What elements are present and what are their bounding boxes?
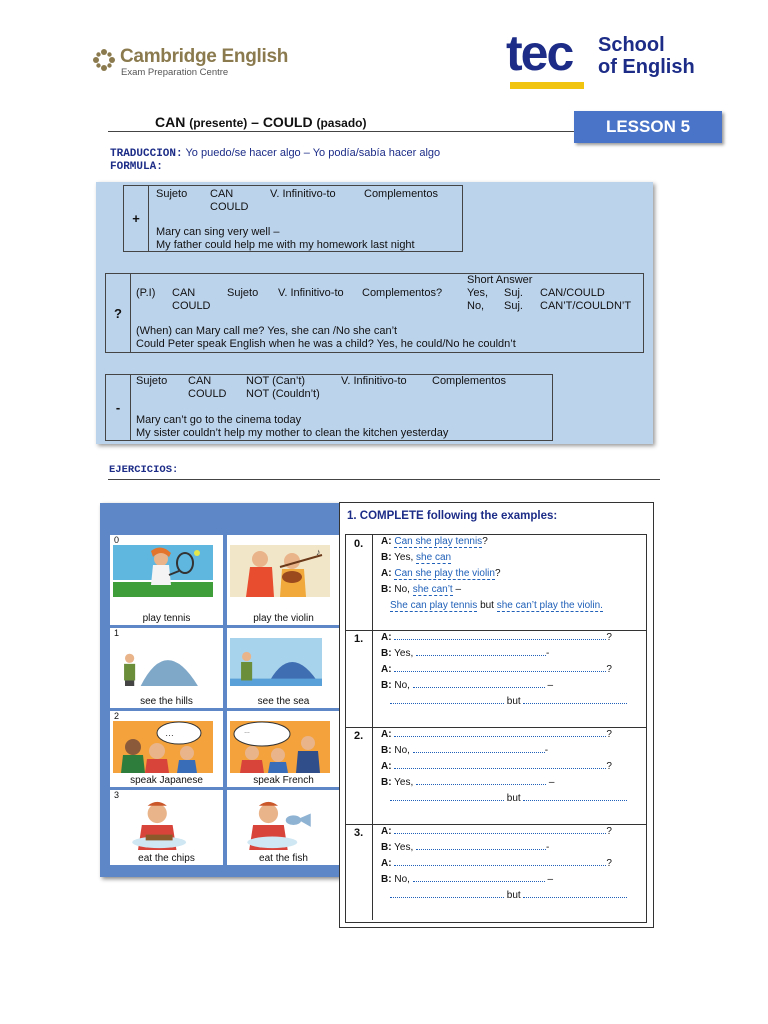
grammar-panel: [96, 182, 653, 444]
cambridge-flower-icon: [92, 48, 116, 72]
picture-caption: see the sea: [257, 696, 310, 707]
picture-play-violin: [227, 535, 340, 625]
answer-blank[interactable]: [390, 889, 504, 898]
neg-could: COULD: [188, 388, 227, 400]
q-no: No,: [467, 300, 485, 312]
cambridge-name: Cambridge English: [120, 46, 289, 67]
line-a2: A: ?: [381, 858, 612, 869]
line-a1: A: ?: [381, 826, 612, 837]
title-divider: [108, 131, 576, 132]
q-short-answer: Short Answer: [467, 274, 533, 286]
eating-chips-illustration: [113, 800, 209, 850]
picture-caption: play tennis: [142, 613, 191, 624]
example-line-a1: A: Can she play tennis?: [381, 536, 488, 547]
answer-blank[interactable]: [413, 679, 545, 688]
tec-school-line2: of English: [598, 56, 695, 78]
exercise-row-3: [346, 824, 646, 920]
pos-comp: Complementos: [364, 188, 438, 200]
picture-caption: play the violin: [253, 613, 314, 624]
japanese-speakers-illustration: [113, 721, 213, 773]
neg-example-1: Mary can’t go to the cinema today: [136, 414, 302, 426]
answer-blank[interactable]: [394, 857, 606, 866]
answer-blank[interactable]: [394, 728, 606, 737]
line-summary: but: [390, 695, 627, 707]
answer-blank[interactable]: [390, 792, 504, 801]
q-comp: Complementos?: [362, 287, 443, 299]
line-a1: A: ?: [381, 632, 612, 643]
exercise-heading: 1. COMPLETE following the examples:: [347, 510, 558, 522]
q-yes: Yes,: [467, 287, 489, 299]
picture-number: 2: [114, 711, 120, 721]
q-suj-no: Suj.: [504, 300, 523, 312]
answer-blank[interactable]: [394, 663, 606, 672]
row-number: 1.: [346, 630, 373, 727]
example-answer: Can she play tennis: [394, 536, 483, 547]
pos-sujeto: Sujeto: [156, 188, 188, 200]
line-b1: B: No, -: [381, 745, 549, 756]
pos-can: CAN: [210, 188, 234, 200]
pos-verb: V. Infinitivo-to: [270, 188, 336, 200]
picture-caption: eat the chips: [138, 853, 195, 864]
example-line-b2: B: No, she can’t –: [381, 584, 462, 595]
line-b2: B: Yes, –: [381, 777, 555, 788]
answer-blank[interactable]: [413, 873, 545, 882]
neg-example-2: My sister couldn’t help my mother to clean the kitchen yesterday: [136, 427, 449, 439]
picture-see-sea: [227, 628, 340, 708]
line-a1: A: ?: [381, 729, 612, 740]
svg-text:…: …: [165, 728, 174, 738]
picture-number: 3: [114, 790, 120, 800]
answer-blank[interactable]: [390, 695, 504, 704]
french-speakers-illustration: [230, 721, 330, 773]
exercise-row-1: [346, 630, 646, 728]
example-answer: She can play tennis: [390, 600, 478, 611]
answer-blank[interactable]: [523, 695, 627, 704]
neg-not-couldnt: NOT (Couldn’t): [246, 388, 320, 400]
positive-formula-box: [123, 185, 463, 252]
eating-fish-illustration: [230, 800, 326, 850]
traduccion-line: [110, 147, 440, 160]
q-cant-couldnt: CAN’T/COULDN’T: [540, 300, 632, 312]
line-b1: B: Yes, -: [381, 648, 550, 659]
minus-symbol: -: [106, 375, 131, 440]
line-b1: B: Yes, -: [381, 842, 550, 853]
ejercicios-label: EJERCICIOS:: [109, 464, 179, 476]
answer-blank[interactable]: [416, 647, 546, 656]
line-b2: B: No, –: [381, 680, 554, 691]
traduccion-text: Yo puedo/se hacer algo – Yo podía/sabía hacer algo: [185, 147, 441, 159]
plus-symbol: +: [124, 186, 149, 251]
line-a2: A: ?: [381, 664, 612, 675]
neg-sujeto: Sujeto: [136, 375, 168, 387]
svg-text:…: …: [244, 729, 250, 735]
picture-caption: eat the fish: [259, 853, 308, 864]
pos-example-1: Mary can sing very well –: [156, 226, 280, 238]
answer-blank[interactable]: [416, 776, 546, 785]
formula-label: FORMULA:: [110, 161, 163, 173]
picture-eat-chips: [110, 790, 223, 865]
picture-eat-fish: [227, 790, 340, 865]
title-can: CAN: [155, 114, 186, 130]
line-a2: A: ?: [381, 761, 612, 772]
picture-speak-french: [227, 711, 340, 787]
tec-school-line1: School: [598, 34, 665, 56]
example-answer: Can she play the violin: [394, 568, 495, 579]
tec-underline: [510, 82, 584, 89]
row-number: 2.: [346, 727, 373, 824]
ejercicios-divider: [108, 479, 660, 480]
example-answer: she can’t play the violin.: [496, 600, 603, 611]
q-verb: V. Infinitivo-to: [278, 287, 344, 299]
line-b2: B: No, –: [381, 874, 554, 885]
picture-panel: [100, 503, 340, 877]
cambridge-english-logo: [92, 44, 292, 84]
exercise-box: [339, 502, 654, 928]
line-summary: but: [390, 889, 627, 901]
pos-could: COULD: [210, 201, 249, 213]
tec-school-logo: [506, 25, 726, 92]
negative-formula-box: [105, 374, 553, 441]
picture-caption: see the hills: [140, 696, 193, 707]
row-number: 3.: [346, 824, 373, 920]
q-sujeto: Sujeto: [227, 287, 259, 299]
tec-wordmark: tec: [506, 25, 573, 81]
neg-comp: Complementos: [432, 375, 506, 387]
example-answer: she can’t: [412, 584, 453, 595]
title-pasado: (pasado): [316, 116, 367, 130]
page-title: [155, 114, 367, 130]
q-could: COULD: [172, 300, 211, 312]
answer-blank[interactable]: [416, 841, 546, 850]
lesson-badge: LESSON 5: [574, 111, 722, 143]
line-summary: but: [390, 792, 627, 804]
exercise-row-2: [346, 727, 646, 825]
question-symbol: ?: [106, 274, 131, 352]
exercise-table: [345, 534, 647, 923]
pos-example-2: My father could help me with my homework last night: [156, 239, 415, 251]
exercise-row-example: [346, 535, 646, 631]
q-suj-yes: Suj.: [504, 287, 523, 299]
answer-blank[interactable]: [523, 889, 627, 898]
question-formula-box: [105, 273, 644, 353]
title-could: – COULD: [251, 114, 313, 130]
answer-blank[interactable]: [523, 792, 627, 801]
title-presente: (presente): [189, 116, 248, 130]
q-example-2: Could Peter speak English when he was a child? Yes, he could/No he couldn’t: [136, 338, 516, 350]
neg-can: CAN: [188, 375, 212, 387]
traduccion-label: TRADUCCION:: [110, 148, 183, 160]
example-line-b1: B: Yes, she can: [381, 552, 452, 563]
answer-blank[interactable]: [413, 744, 545, 753]
sea-illustration: [230, 638, 322, 686]
picture-speak-japanese: [110, 711, 223, 787]
violin-player-illustration: [230, 545, 330, 597]
picture-number: 1: [114, 628, 120, 638]
q-pi: (P.I): [136, 287, 156, 299]
picture-number: 0: [114, 535, 120, 545]
example-line-a2: A: Can she play the violin?: [381, 568, 501, 579]
picture-play-tennis: [110, 535, 223, 625]
q-example-1: (When) can Mary call me? Yes, she can /No she can’t: [136, 325, 398, 337]
answer-blank[interactable]: [394, 825, 606, 834]
example-summary: She can play tennis but she can’t play the violin.: [390, 600, 603, 611]
row-number: 0.: [346, 535, 373, 630]
q-can-could: CAN/COULD: [540, 287, 605, 299]
tennis-player-illustration: [113, 545, 213, 597]
cambridge-subtitle: Exam Preparation Centre: [121, 67, 229, 78]
svg-text:♪: ♪: [316, 547, 321, 557]
neg-not-cant: NOT (Can’t): [246, 375, 306, 387]
answer-blank[interactable]: [394, 631, 606, 640]
q-can: CAN: [172, 287, 196, 299]
neg-verb: V. Infinitivo-to: [341, 375, 407, 387]
example-answer: she can: [416, 552, 452, 563]
picture-caption: speak French: [253, 775, 314, 786]
answer-blank[interactable]: [394, 760, 606, 769]
picture-caption: speak Japanese: [130, 775, 203, 786]
tec-school-text: [598, 34, 695, 78]
picture-see-hills: [110, 628, 223, 708]
hills-illustration: [113, 638, 205, 686]
